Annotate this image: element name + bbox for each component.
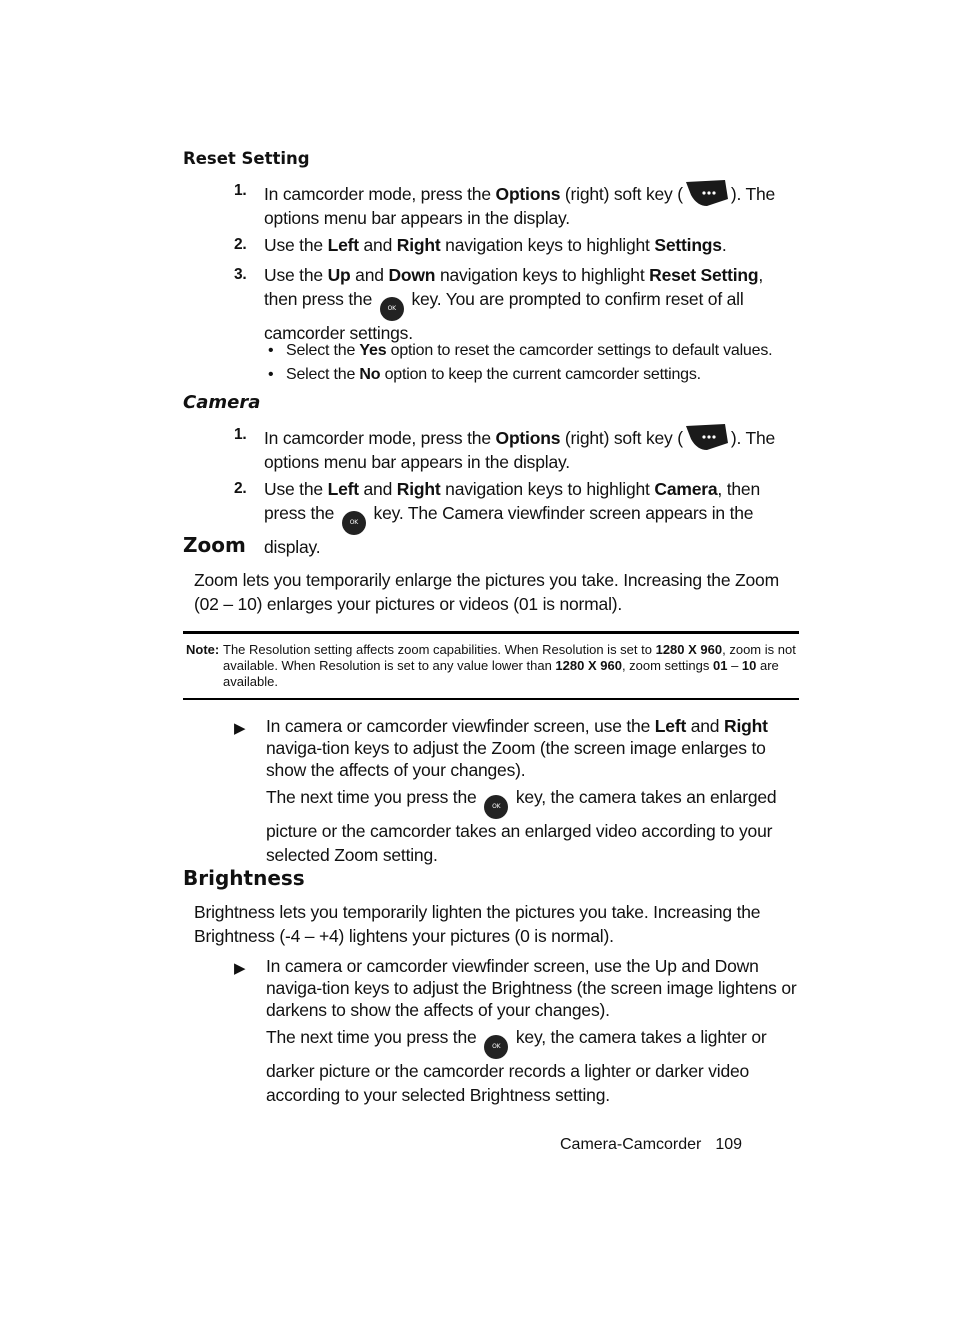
footer-section-title: Camera-Camcorder [560,1136,702,1153]
step-number: 3. [234,266,247,283]
note-bottom-rule [183,698,799,700]
zoom-intro: Zoom lets you temporarily enlarge the pictures you take. Increasing the Zoom (02 – 10) enlarges your pictures or videos (01 is normal). [194,570,779,614]
step-number: 1. [234,426,247,443]
zoom-continuation: The next time you press the OK key, the camera takes an enlarged picture or the camcorder takes an enlarged video according to your selected Zoom setting. [266,787,777,865]
reset-bullet-no: • Select the No option to keep the current camcorder settings. [268,363,701,387]
step-number: 1. [234,182,247,199]
heading-reset-setting: Reset Setting [183,149,310,168]
heading-zoom: Zoom [183,533,246,557]
brightness-continuation: The next time you press the OK key, the camera takes a lighter or darker picture or the camcorder records a lighter or darker video according to your selected Brightness setting. [266,1027,767,1105]
manual-page: Reset Setting 1. In camcorder mode, press the Options (right) soft key ( ). The options menu bar appears in the display. 2. Use the Left and Right navigation keys to highlight Settings. 3. Use the Up and Down navigation keys to highlight Reset Setting, then press the OK key. You are prompted to confirm reset of all camcorder settings. • Select the Yes option to reset the camcorder settings to default values. • Select the No option to keep the current camcorder settings. Camera 1. In camcorder mode, press the Options (right) soft key ( ). The options menu bar appears in the display. 2. Use the Left and Right navigation keys to highlight Camera, then press the OK key. The Camera viewfinder screen appears in the display. Zoom Zoom lets you temporarily enlarge the pictures you take. Increasing the Zoom (02 – 10) enlarges your pictures or videos (01 is normal). Note: The Resolution setting affects zoom capabilities. When Resolution is set to 1280 X 960, zoom is not available. When Resolution is set to any value lower than 1280 X 960, zoom settings 01 – 10 are available. ▶ In camera or camcorder viewfinder screen, use the Left and Right naviga-tion keys to adjust the Zoom (the screen image enlarges to show the affects of your changes). The next time you press the OK key, the camera takes an enlarged picture or the camcorder takes an enlarged video according to your selected Zoom setting. Brightness Brightness lets you temporarily lighten the pictures you take. Increasing the Brightness (-4 – +4) lightens your pictures (0 is normal). ▶ In camera or camcorder viewfinder screen, use the Up and Down naviga-tion keys to adjust the Brightness (the screen image lightens or darkens to show the affects of your changes). The next time you press the OK key, the camera takes a lighter or darker picture or the camcorder records a lighter or darker video according to your selected Brightness setting. Camera-Camcorder 109 [0,0,954,1319]
ok-key-icon: OK [380,297,404,321]
step-number: 2. [234,480,247,497]
options-softkey-icon [685,423,729,447]
note-label: Note: [186,642,220,657]
brightness-intro: Brightness lets you temporarily lighten the pictures you take. Increasing the Brightness (-4 – +4) lightens your pictures (0 is normal). [194,902,761,946]
reset-bullet-yes: • Select the Yes option to reset the camcorder settings to default values. [268,339,772,363]
ok-key-icon: OK [484,1035,508,1059]
step-number: 2. [234,236,247,253]
options-softkey-icon [685,179,729,203]
heading-brightness: Brightness [183,866,305,890]
bullet-icon: • [268,366,274,383]
bullet-icon: • [268,342,274,359]
triangle-bullet-icon: ▶ [234,960,246,977]
heading-camera: Camera [183,392,261,413]
triangle-bullet-icon: ▶ [234,720,246,737]
page-footer [560,1136,742,1154]
note-top-rule [183,631,799,634]
ok-key-icon: OK [342,511,366,535]
page-number: 109 [715,1136,743,1153]
ok-key-icon: OK [484,795,508,819]
